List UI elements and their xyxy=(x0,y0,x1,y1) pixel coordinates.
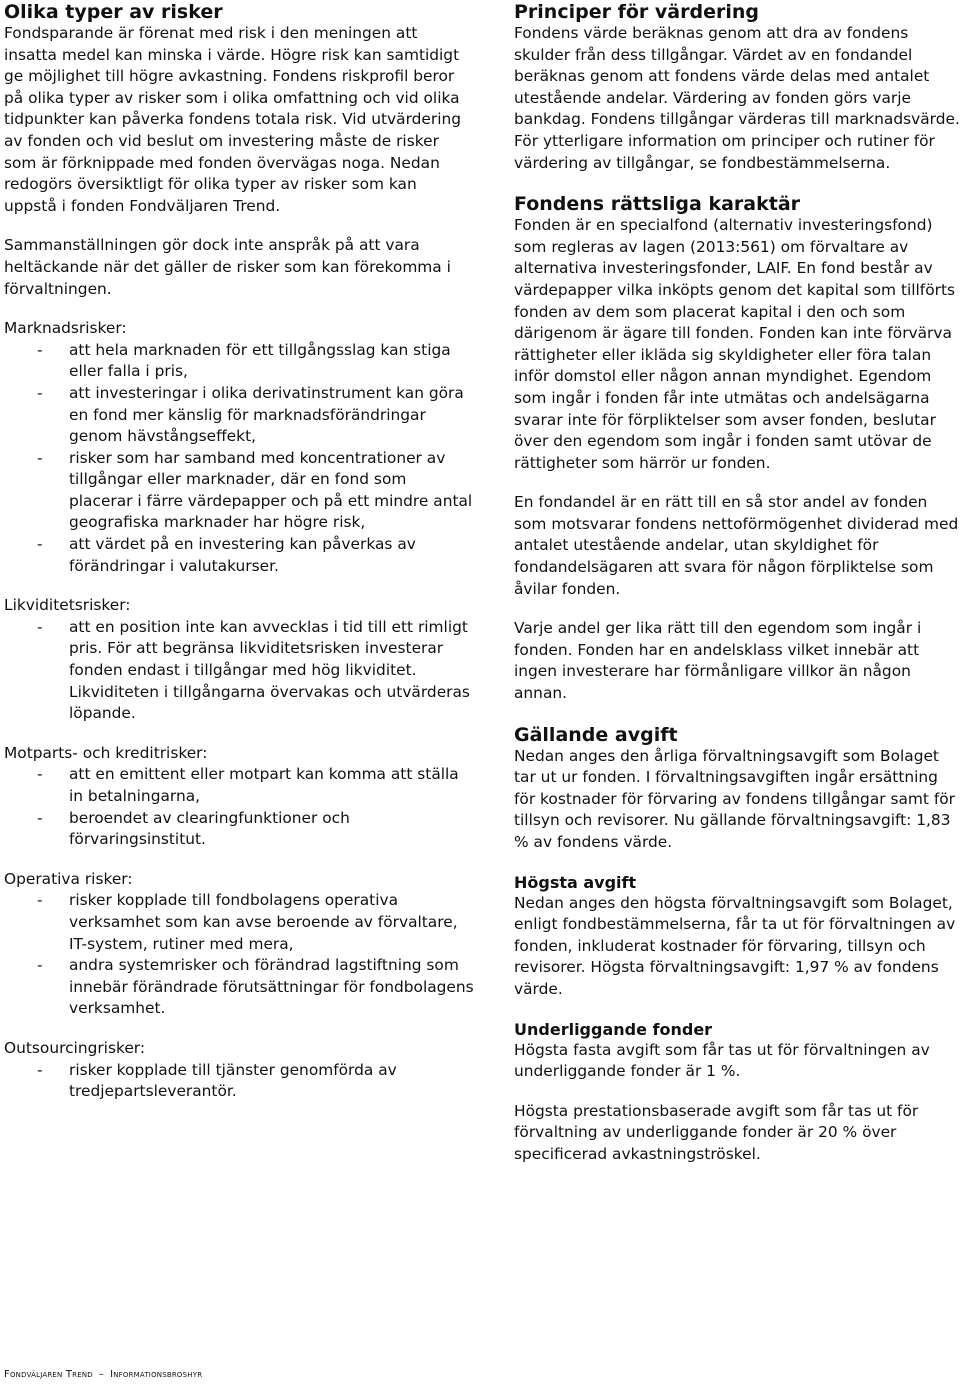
list-item: - att hela marknaden för ett tillgångsslag kan stiga eller falla i pris, xyxy=(37,340,451,381)
list-item: - risker som har samband med koncentrationer av tillgångar eller marknader, där en fond som placerar i färre värdepapper och på ett mindre antal geografiska marknader har högre risk, xyxy=(37,448,473,532)
counterparty-risks-heading: Motparts- och kreditrisker: xyxy=(4,743,208,762)
max-fee-paragraph: Nedan anges den högsta förvaltningsavgift som Bolaget, enligt fondbestämmelserna, får ta ut för förvaltningen av fonden, inkluderat kostnader för förvaring, tillsyn och revisorer. Högsta förvaltningsavgift: 1,97 % av fondens värde. xyxy=(514,893,956,998)
list-item: - att investeringar i olika derivatinstrument kan göra en fond mer känslig för marknadsförändringar genom hävstångseffekt, xyxy=(37,383,464,446)
operational-risks-heading: Operativa risker: xyxy=(4,869,133,888)
current-fee-paragraph: Nedan anges den årliga förvaltningsavgift som Bolaget tar ut ur fonden. I förvaltningsavgiften ingår ersättning för kostnader för förvaring av fondens tillgångar samt för tillsyn och revisorer. Nu gällande förvaltningsavgift: 1,83 % av fondens värde. xyxy=(514,746,955,851)
legal-paragraph-3: Varje andel ger lika rätt till den egendom som ingår i fonden. Fonden har en andelsklass vilket innebär att ingen investerare har förmånligare villkor än någon annan. xyxy=(514,619,922,703)
risk-intro-paragraph: Fondsparande är förenat med risk i den meningen att insatta medel kan minska i värde. Högre risk kan samtidigt ge möjlighet till högre avkastning. Fondens riskprofil beror på olika typer av risker som i olika omfattning och vid olika tidpunkter kan påverka fondens totala risk. Vid utvärdering av fonden och vid beslut om investering måste de risker som är förknippade med fonden övervägas noga. Nedan redogörs översiktligt för olika typer av risker som kan uppstå i fonden Fondväljaren Trend. xyxy=(4,24,461,215)
list-item: - beroendet av clearingfunktioner och förvaringsinstitut. xyxy=(37,808,350,849)
operational-risks-list xyxy=(4,890,474,1020)
legal-paragraph-2: En fondandel är en rätt till en så stor andel av fonden som motsvarar fondens nettoförmögenhet dividerad med antalet utestående andelar, utan skyldighet för fondandelsägaren att svara för någon förpliktelse som åvilar fonden. xyxy=(514,493,959,598)
left-column xyxy=(4,0,474,1103)
legal-character-heading: Fondens rättsliga karaktär xyxy=(514,193,801,216)
market-risks-heading: Marknadsrisker: xyxy=(4,319,127,338)
list-item: - andra systemrisker och förändrad lagstiftning som innebär förändrade förutsättningar för fondbolagens verksamhet. xyxy=(37,956,474,1018)
counterparty-risks-section xyxy=(4,743,474,851)
valuation-heading: Principer för värdering xyxy=(514,1,759,23)
footer-document-type: Informationsbroshyr xyxy=(110,1369,203,1380)
footer-fund-name: Fondväljaren Trend xyxy=(4,1369,93,1380)
liquidity-risks-section xyxy=(4,595,474,725)
current-fee-heading: Gällande avgift xyxy=(514,723,678,746)
liquidity-risks-list xyxy=(4,617,474,725)
right-column xyxy=(514,0,960,1166)
list-item: - risker kopplade till fondbolagens operativa verksamhet som kan avse beroende av förvaltare, IT-system, rutiner med mera, xyxy=(37,891,458,953)
market-risks-list xyxy=(4,340,474,578)
list-item: - risker kopplade till tjänster genomförda av tredjepartsleverantör. xyxy=(37,1060,397,1101)
max-fee-heading: Högsta avgift xyxy=(514,872,637,892)
list-item: - att en emittent eller motpart kan komma att ställa in betalningarna, xyxy=(37,765,459,805)
outsourcing-risks-section xyxy=(4,1038,474,1103)
market-risks-section xyxy=(4,318,474,577)
liquidity-risks-heading: Likviditetsrisker: xyxy=(4,596,131,615)
outsourcing-risks-list xyxy=(4,1060,474,1103)
operational-risks-section xyxy=(4,869,474,1020)
underlying-funds-heading: Underliggande fonder xyxy=(514,1019,713,1039)
list-item: - att värdet på en investering kan påverkas av förändringar i valutakurser. xyxy=(37,535,416,575)
risk-types-heading: Olika typer av risker xyxy=(4,1,223,23)
footer-separator: – xyxy=(98,1369,105,1380)
list-item: - att en position inte kan avvecklas i tid till ett rimligt pris. För att begränsa likviditetsrisken investerar fonden endast i tillgångar med hög likviditet. Likviditeten i tillgångarna övervakas och utvärderas löpande. xyxy=(37,617,470,723)
underlying-funds-paragraph-2: Högsta prestationsbaserade avgift som får tas ut för förvaltning av underliggande fonder är 20 % över specificerad avkastningströskel. xyxy=(514,1101,919,1163)
valuation-paragraph: Fondens värde beräknas genom att dra av fondens skulder från dess tillgångar. Värdet av en fondandel beräknas genom att fondens värde delas med antalet utestående andelar. Värdering av fonden görs varje bankdag. Fondens tillgångar värderas till marknadsvärde. För ytterligare information om principer och rutiner för värdering av tillgångar, se fondbestämmelserna. xyxy=(514,24,960,172)
legal-paragraph-1: Fonden är en specialfond (alternativ investeringsfond) som regleras av lagen (2013:561) om förvaltare av alternativa investeringsfonder, LAIF. En fond består av värdepapper vilka inköpts genom det kapital som tillförts fonden av dem som placerat kapital i den och som därigenom är ägare till fonden. Fonden kan inte förvärva rättigheter eller ikläda sig skyldigheter eller föra talan inför domstol eller någon annan myndighet. Egendom som ingår i fonden får inte utmätas och andelsägarna svarar inte för förpliktelser som avser fonden, beslutar över den egendom som ingår i fonden samt utövar de rättigheter som härrör ur fonden. xyxy=(514,216,956,472)
counterparty-risks-list xyxy=(4,764,474,850)
page-footer xyxy=(4,1369,202,1380)
risk-summary-note: Sammanställningen gör dock inte anspråk på att vara heltäckande när det gäller de risker som kan förekomma i förvaltningen. xyxy=(4,236,451,298)
underlying-funds-paragraph-1: Högsta fasta avgift som får tas ut för förvaltningen av underliggande fonder är 1 %. xyxy=(514,1040,930,1081)
outsourcing-risks-heading: Outsourcingrisker: xyxy=(4,1038,146,1057)
